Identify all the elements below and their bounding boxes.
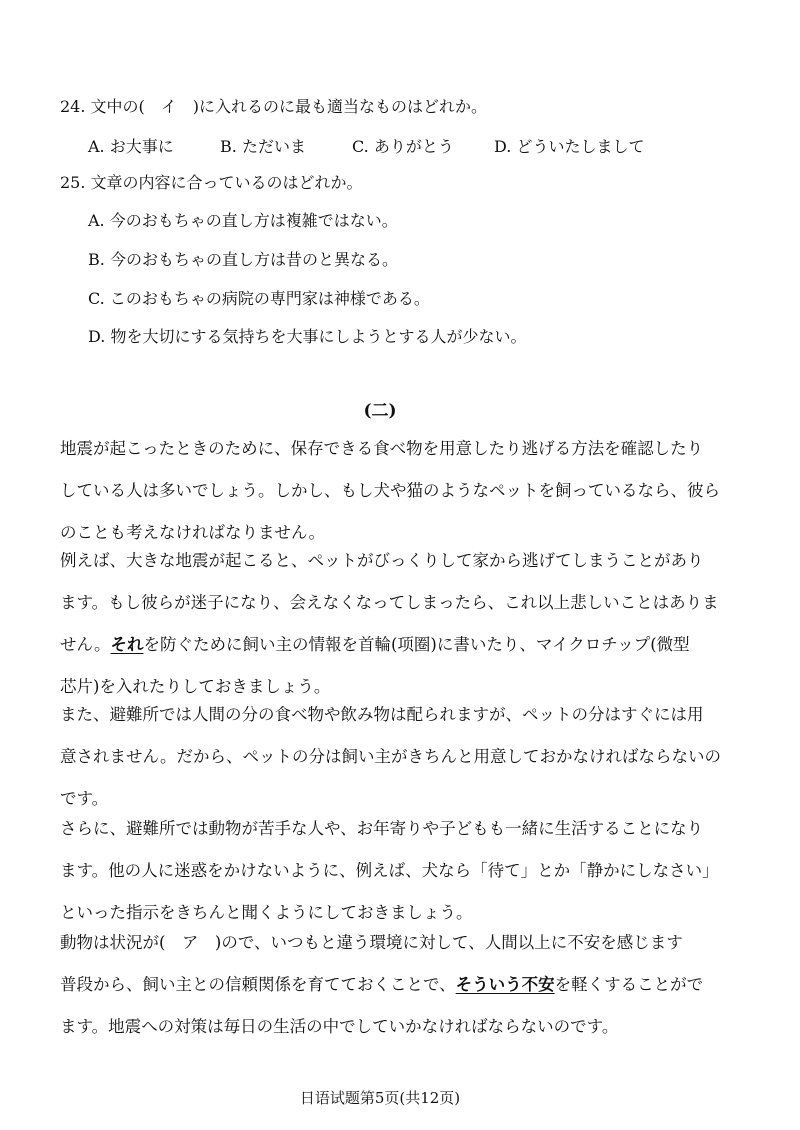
underlined-souiu-fuan: そういう不安 bbox=[455, 975, 555, 994]
passage-paragraph-2 bbox=[60, 540, 719, 708]
q25-option-c[interactable]: C. このおもちゃの病院の専門家は神様である。 bbox=[88, 289, 430, 308]
passage-paragraph-3 bbox=[60, 694, 721, 820]
passage-line: また、避難所では人間の分の食べ物や飲み物は配られますが、ペットの分はすぐには用 bbox=[60, 705, 704, 724]
passage-line: ます。地震への対策は毎日の生活の中でしていかなければならないのです。 bbox=[60, 1017, 619, 1036]
passage-line: ます。他の人に迷惑をかけないように、例えば、犬なら「待て」とか「静かにしなさい」 bbox=[60, 861, 719, 880]
question-24-text: 文中の( イ )に入れるのに最も適当なものはどれか。 bbox=[90, 97, 488, 116]
q24-option-d[interactable]: D. どういたしまして bbox=[494, 137, 645, 156]
passage-line: せん。それを防ぐために飼い主の情報を首輪(项圈)に書いたり、マイクロチップ(微型 bbox=[60, 635, 690, 654]
q25-option-d[interactable]: D. 物を大切にする気持ちを大事にしようとする人が少ない。 bbox=[88, 327, 527, 346]
question-24-number: 24. bbox=[60, 97, 86, 116]
passage-line: さらに、避難所では動物が苦手な人や、お年寄りや子どもも一緒に生活することになり bbox=[60, 819, 704, 838]
passage-paragraph-1 bbox=[60, 428, 720, 554]
passage-line: のことも考えなければなりません。 bbox=[60, 523, 325, 542]
passage-line: といった指示をきちんと聞くようにしておきましょう。 bbox=[60, 903, 473, 922]
passage-line: している人は多いでしょう。しかし、もし犬や猫のようなペットを飼っているなら、彼ら bbox=[60, 481, 720, 500]
q25-option-a[interactable]: A. 今のおもちゃの直し方は複雑ではない。 bbox=[88, 211, 398, 230]
q24-option-a[interactable]: A. お大事に bbox=[88, 137, 174, 156]
underlined-sore: それ bbox=[110, 635, 144, 654]
passage-line: 普段から、飼い主との信頼関係を育てておくことで、そういう不安を軽くすることがで bbox=[60, 975, 704, 994]
passage-line: 例えば、大きな地震が起こると、ペットがびっくりして家から逃げてしまうことがあり bbox=[60, 551, 704, 570]
section-title: (二) bbox=[363, 401, 397, 421]
passage-paragraph-5 bbox=[60, 922, 704, 1048]
passage-line: 地震が起こったときのために、保存できる食べ物を用意したり逃げる方法を確認したり bbox=[60, 439, 704, 458]
question-25 bbox=[60, 170, 363, 193]
passage-line: です。 bbox=[60, 789, 109, 808]
passage-line: ます。もし彼らが迷子になり、会えなくなってしまったら、これ以上悲しいことはありま bbox=[60, 593, 719, 612]
passage-line: 芯片)を入れたりしておきましょう。 bbox=[60, 677, 331, 696]
question-25-text: 文章の内容に合っているのはどれか。 bbox=[90, 173, 363, 192]
passage-line: 意されません。だから、ペットの分は飼い主がきちんと用意しておかなければならないの bbox=[60, 747, 721, 766]
page-footer: 日语试题第5页(共12页) bbox=[299, 1089, 461, 1107]
question-24-options bbox=[0, 134, 800, 156]
question-25-number: 25. bbox=[60, 173, 86, 192]
passage-line: 動物は状況が( ア )ので、いつもと違う環境に対して、人間以上に不安を感じます bbox=[60, 933, 683, 952]
q24-option-b[interactable]: B. ただいま bbox=[220, 137, 306, 156]
q24-option-c[interactable]: C. ありがとう bbox=[352, 137, 454, 156]
q25-option-b[interactable]: B. 今のおもちゃの直し方は昔のと異なる。 bbox=[88, 250, 398, 269]
question-24 bbox=[60, 94, 487, 117]
passage-paragraph-4 bbox=[60, 808, 719, 934]
